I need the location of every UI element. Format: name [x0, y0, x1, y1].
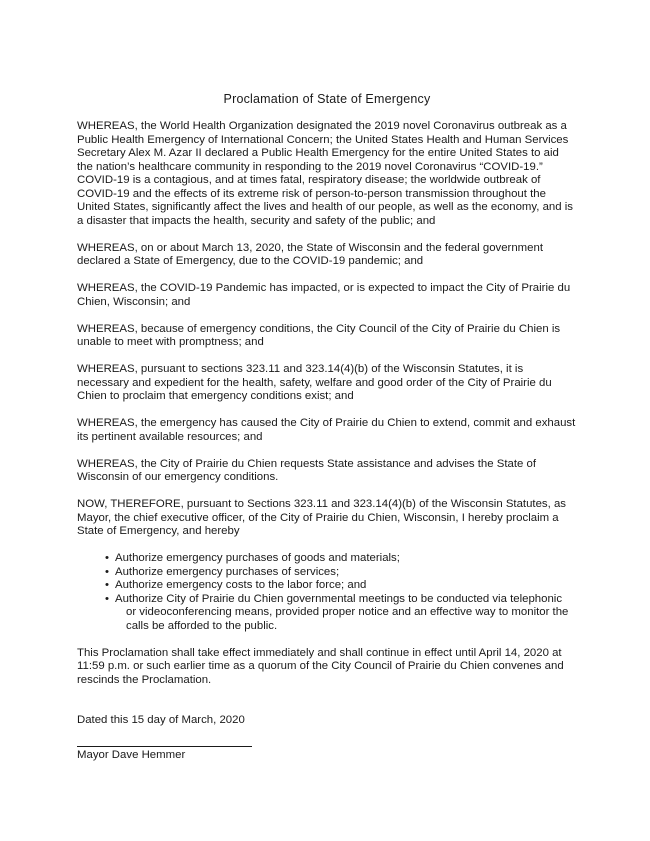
closing-paragraph: This Proclamation shall take effect immediately and shall continue in effect until April 14, 2020 at 11:59 p.m. or such earlier time as a quorum of the City Council of Prairie du Chien convenes and rescinds the Proclamation. [77, 646, 564, 686]
list-item [105, 579, 577, 593]
list-item-continuation: or videoconferencing means, provided proper notice and an effective way to monitor the calls be afforded to the public. [126, 606, 569, 632]
list-item [105, 552, 577, 566]
whereas-paragraph-7: WHEREAS, the City of Prairie du Chien requests State assistance and advises the State of Wisconsin of our emergency conditions. [77, 457, 537, 483]
list-item-text: Authorize emergency costs to the labor force; and [115, 579, 367, 591]
now-therefore-paragraph: NOW, THEREFORE, pursuant to Sections 323.11 and 323.14(4)(b) of the Wisconsin Statutes, as Mayor, the chief executive officer, of the City of Prairie du Chien, Wisconsin, I hereby proclaim a State of Emergency, and hereby [77, 498, 566, 537]
list-item [105, 593, 577, 634]
list-item-text: Authorize emergency purchases of services; [115, 565, 340, 578]
whereas-paragraph-6: WHEREAS, the emergency has caused the City of Prairie du Chien to extend, commit and exhaust its pertinent available resources; and [77, 417, 576, 443]
list-item [105, 566, 577, 580]
document-title: Proclamation of State of Emergency [223, 92, 431, 106]
list-item-text: Authorize emergency purchases of goods and materials; [115, 552, 400, 564]
signatory-name: Mayor Dave Hemmer [77, 748, 186, 761]
authorization-list [77, 552, 577, 633]
dated-line: Dated this 15 day of March, 2020 [77, 714, 245, 726]
whereas-paragraph-1: WHEREAS, the World Health Organization designated the 2019 novel Coronavirus outbreak as a Public Health Emergency of International Concern; the United States Health and Human Services Secretary Alex M. Azar II declared a Public Health Emergency for the entire United States to aid the nation’s healthcare community in responding to the 2019 novel Coronavirus “COVID-19.” COVID-19 is a contagious, and at times fatal, respiratory disease; the worldwide outbreak of COVID-19 and the effects of its extreme risk of person-to-person transmission throughout the United States, significantly affect the lives and health of our people, as well as the economy, and is a disaster that impacts the health, security and safety of the public; and [77, 120, 573, 227]
whereas-paragraph-3: WHEREAS, the COVID-19 Pandemic has impacted, or is expected to impact the City of Prairie du Chien, Wisconsin; and [77, 282, 571, 308]
signature-line [77, 746, 252, 747]
whereas-paragraph-2: WHEREAS, on or about March 13, 2020, the State of Wisconsin and the federal government declared a State of Emergency, due to the COVID-19 pandemic; and [77, 241, 544, 267]
whereas-paragraph-4: WHEREAS, because of emergency conditions, the City Council of the City of Prairie du Chien is unable to meet with promptness; and [77, 322, 561, 348]
document-body [77, 120, 577, 762]
whereas-paragraph-5: WHEREAS, pursuant to sections 323.11 and 323.14(4)(b) of the Wisconsin Statutes, it is necessary and expedient for the health, safety, welfare and good order of the City of Prairie du Chien to proclaim that emergency conditions exist; and [77, 363, 552, 402]
list-item-text: Authorize City of Prairie du Chien governmental meetings to be conducted via telephonic [115, 592, 563, 605]
